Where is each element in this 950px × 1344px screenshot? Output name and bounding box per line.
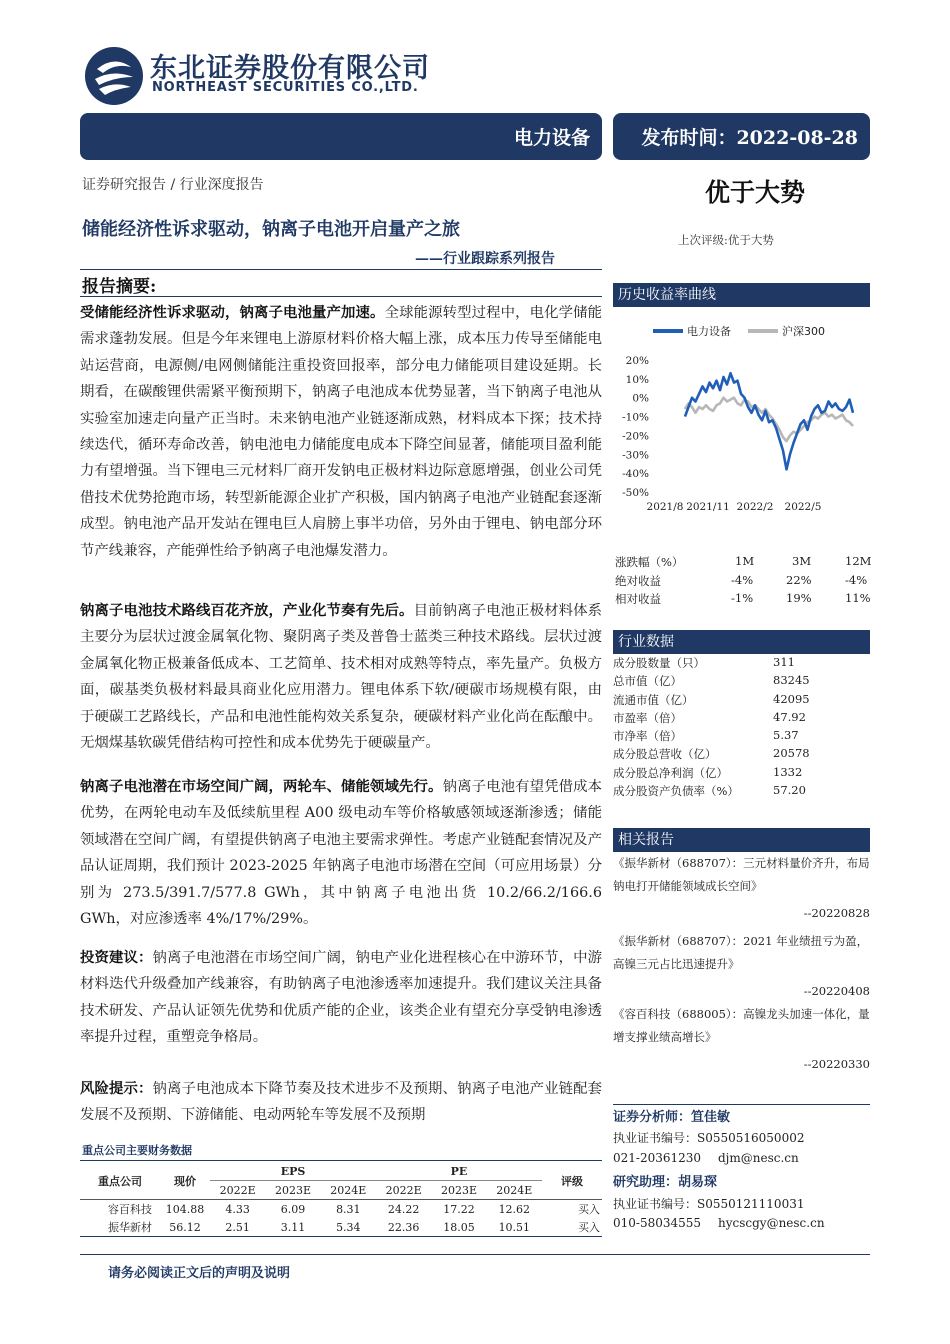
paragraph-text: 钠离子电池有望凭借成本优势，在两轮电动车及低续航里程 A00 级电动车等价格敏感领域逐渐渗透；储能领域潜在空间广阔，有望提供钠离子电池主要需求弹性。考虑产业链配套情况及产品认证周期，我们预计 2023-2025 年钠离子电池市场潜在空间（可应用场景）分别为 273.5/391.7/577.8 GWh，其中钠离子电池出货 10.2/66.2/166.6 GWh，对应渗透率 4%/17%/29%。: [80, 779, 602, 928]
returns-row-label: 绝对收益: [615, 574, 661, 588]
returns-header-12m: 12M: [845, 554, 872, 568]
y-tick-label: -40%: [622, 468, 649, 481]
company-name-cn: 东北证券股份有限公司: [150, 53, 430, 84]
x-tick-label: 2022/5: [784, 501, 822, 513]
fin-cell: 24.22: [387, 1202, 420, 1216]
returns-cell: 11%: [845, 591, 871, 605]
date-banner: [613, 113, 870, 160]
returns-cell: 19%: [786, 591, 812, 605]
industry-label: 流通市值（亿）: [613, 692, 694, 707]
fin-cell: 5.34: [336, 1220, 361, 1234]
returns-header-1m: 1M: [735, 554, 755, 568]
related-report-title[interactable]: 《振华新材（688707）：2021 年业绩扭亏为盈，高镍三元占比迅速提升》: [613, 934, 869, 971]
paragraph-lead: 受储能经济性诉求驱动，钠离子电池量产加速。: [80, 304, 385, 321]
fin-year: 2024E: [496, 1183, 533, 1197]
paragraph-4: [80, 945, 602, 1051]
paragraph-1: [80, 300, 602, 564]
assistant-email[interactable]: hycscgy@nesc.cn: [718, 1216, 825, 1230]
logo-icon: [85, 47, 143, 105]
fin-year: 2023E: [440, 1183, 477, 1197]
paragraph-2: [80, 598, 602, 756]
report-subtitle: ——行业跟踪系列报告: [415, 251, 555, 267]
assistant-cert: 执业证书编号：S0550121110031: [613, 1197, 805, 1211]
related-report-title[interactable]: 《振华新材（688707）：三元材料量价齐升，布局钠电打开储能领域成长空间》: [613, 856, 870, 893]
fin-cell: 18.05: [443, 1220, 475, 1234]
fin-cell: 56.12: [169, 1220, 201, 1234]
industry-value: 47.92: [773, 709, 806, 724]
industry-box-title: 行业数据: [613, 630, 870, 654]
x-tick-label: 2021/8: [646, 501, 684, 513]
industry-label: 电力设备: [513, 127, 590, 149]
fin-col-pe: PE: [376, 1162, 542, 1181]
industry-data-list: [613, 655, 870, 801]
paragraph-text: 钠离子电池成本下降节奏及技术进步不及预期、钠离子电池产业链配套发展不及预期、下游储能、电动两轮车等发展不及预期: [80, 1081, 602, 1124]
returns-header-label: 涨跌幅（%）: [615, 555, 684, 569]
fin-cell: 4.33: [225, 1202, 250, 1216]
fin-cell: 10.51: [498, 1220, 531, 1234]
fin-cell: 振华新材: [108, 1221, 152, 1234]
related-report-title[interactable]: 《容百科技（688005）：高镍龙头加速一体化，量增支撑业绩高增长》: [613, 1007, 870, 1044]
footer-disclaimer: 请务必阅读正文后的声明及说明: [108, 1266, 291, 1281]
fin-cell: 8.31: [336, 1202, 361, 1216]
fin-cell: 12.62: [498, 1202, 531, 1216]
industry-value: 83245: [773, 673, 810, 688]
footer-rule: [80, 1254, 870, 1255]
x-tick-label: 2021/11: [686, 501, 730, 513]
chart-box-title: 历史收益率曲线: [613, 283, 870, 307]
analyst-email[interactable]: djm@nesc.cn: [718, 1151, 799, 1165]
y-tick-label: 20%: [625, 355, 649, 367]
fin-table-title: 重点公司主要财务数据: [82, 1144, 192, 1157]
fin-table-top-rule: [80, 1160, 602, 1161]
paragraph-text: 钠离子电池潜在市场空间广阔，钠电产业化进程核心在中游环节，中游材料迭代升级叠加产线兼容，有助钠离子电池渗透率加速提升。我们建议关注具备技术研发、产品认证领先优势和优质产能的企业，该类企业有望充分享受钠电渗透率提升过程，重塑竞争格局。: [80, 950, 602, 1046]
industry-row: [613, 783, 870, 801]
y-tick-label: -10%: [622, 411, 649, 424]
industry-value: 57.20: [773, 783, 806, 798]
fin-col-price: 现价: [174, 1174, 196, 1188]
paragraph-text: 目前钠离子电池正极材料体系主要分为层状过渡金属氧化物、聚阴离子类及普鲁士蓝类三种技术路线。层状过渡金属氧化物正极兼备低成本、工艺简单、技术相对成熟等特点，率先量产。负极方面，碳基类负极材料最具商业化应用潜力。锂电体系下软/硬碳市场规模有限，由于硬碳工艺路线长，产品和电池性能构效关系复杂，硬碳材料产业化尚在酝酿中。无烟煤基软碳凭借结构可控性和成本优势先于硬碳量产。: [80, 603, 602, 752]
fin-cell: 3.11: [280, 1220, 306, 1234]
fin-row: [80, 1200, 602, 1219]
assistant-name: 研究助理：胡易琛: [613, 1175, 718, 1190]
paragraph-lead: 投资建议：: [80, 949, 153, 966]
fin-row: [80, 1218, 602, 1237]
y-tick-label: 0%: [632, 392, 649, 405]
fin-cell: 2.51: [225, 1220, 250, 1234]
company-logo: [85, 47, 143, 105]
analyst-cert: 执业证书编号：S0550516050002: [613, 1131, 805, 1145]
summary-divider: [80, 296, 602, 297]
fin-cell: 104.88: [165, 1202, 205, 1216]
y-tick-label: -50%: [622, 487, 649, 499]
industry-row: [613, 710, 870, 728]
related-report-2[interactable]: [613, 930, 870, 1003]
report-title: 储能经济性诉求驱动，钠离子电池开启量产之旅: [82, 219, 460, 240]
related-report-3[interactable]: [613, 1003, 870, 1076]
fin-year: 2022E: [219, 1183, 256, 1197]
returns-cell: -4%: [845, 573, 868, 587]
industry-label: 成分股总净利润（亿）: [613, 765, 728, 780]
y-tick-label: -20%: [622, 430, 649, 443]
analyst-name: 证券分析师：笪佳敏: [613, 1110, 731, 1125]
industry-value: 311: [773, 655, 795, 669]
industry-banner: [80, 113, 602, 160]
industry-label: 总市值（亿）: [613, 674, 682, 689]
related-report-date: --20220330: [803, 1057, 870, 1071]
fin-col-rating: 评级: [561, 1174, 583, 1188]
y-tick-label: 10%: [625, 373, 649, 386]
industry-label: 成分股资产负债率（%）: [613, 784, 739, 799]
industry-label: 成分股总营收（亿）: [613, 747, 717, 762]
related-report-date: --20220828: [803, 906, 870, 920]
industry-row: [613, 746, 870, 764]
rating: 优于大势: [705, 178, 806, 207]
legend-label: 电力设备: [687, 325, 731, 338]
return-chart: [613, 312, 870, 540]
fin-year: 2023E: [274, 1183, 311, 1197]
paragraph-5: [80, 1076, 602, 1129]
fin-col-eps: EPS: [210, 1162, 376, 1181]
company-name-en: NORTHEAST SECURITIES CO.,LTD.: [152, 80, 419, 95]
related-report-1[interactable]: [613, 852, 870, 925]
industry-row: [613, 692, 870, 710]
paragraph-lead: 钠离子电池潜在市场空间广阔，两轮车、储能领域先行。: [80, 778, 443, 795]
returns-header-3m: 3M: [792, 554, 812, 568]
returns-row-label: 相对收益: [615, 592, 661, 606]
fin-cell: 22.36: [387, 1220, 420, 1234]
y-tick-label: -30%: [622, 449, 649, 462]
previous-rating: 上次评级:优于大势: [678, 233, 774, 247]
fin-cell: 买入: [578, 1203, 600, 1216]
returns-cell: 22%: [786, 573, 812, 587]
industry-value: 20578: [773, 746, 810, 761]
summary-heading: 报告摘要:: [82, 277, 157, 297]
paragraph-3: [80, 774, 602, 932]
assistant-phone: 010-58034555: [613, 1216, 702, 1230]
industry-label: 成分股数量（只）: [613, 656, 705, 670]
legend-label: 沪深300: [782, 325, 825, 338]
analyst-divider: [613, 1104, 870, 1105]
industry-label: 市盈率（倍）: [613, 710, 682, 725]
publish-date: 发布时间：2022-08-28: [641, 127, 858, 149]
title-divider: [80, 269, 602, 270]
series-line: [685, 373, 853, 469]
fin-year: 2024E: [330, 1183, 367, 1197]
fin-cell: 6.09: [280, 1202, 306, 1216]
analyst-phone: 021-20361230: [613, 1151, 702, 1165]
industry-row: [613, 655, 870, 673]
related-report-date: --20220408: [803, 984, 870, 998]
paragraph-lead: 钠离子电池技术路线百花齐放，产业化节奏有先后。: [80, 602, 414, 619]
industry-row: [613, 765, 870, 783]
returns-cell: -1%: [731, 591, 754, 605]
industry-row: [613, 728, 870, 746]
related-box-title: 相关报告: [613, 828, 870, 852]
fin-table: [80, 1162, 602, 1237]
fin-col-company: 重点公司: [98, 1174, 142, 1188]
breadcrumb: 证券研究报告 / 行业深度报告: [82, 177, 264, 193]
industry-label: 市净率（倍）: [613, 729, 682, 744]
returns-cell: -4%: [731, 573, 754, 587]
fin-cell: 17.22: [443, 1202, 475, 1216]
x-tick-label: 2022/2: [736, 501, 774, 513]
fin-cell: 买入: [578, 1221, 600, 1234]
industry-row: [613, 673, 870, 691]
industry-value: 5.37: [773, 728, 799, 743]
paragraph-lead: 风险提示：: [80, 1080, 153, 1097]
fin-cell: 容百科技: [108, 1203, 152, 1216]
fin-year: 2022E: [385, 1183, 422, 1197]
paragraph-text: 全球能源转型过程中，电化学储能需求蓬勃发展。但是今年来锂电上游原材料价格大幅上涨，成本压力传导至储能电站运营商，电源侧/电网侧储能注重投资回报率，部分电力储能项目建设延期。长期看，在碳酸锂供需紧平衡预期下，钠离子电池成本优势显著，当下钠离子电池从实验室加速走向量产正当时。未来钠电池产业链逐渐成熟，材料成本下探；技术持续迭代，循环寿命改善，钠电池电力储能度电成本下降空间显著，储能项目盈利能力有望增强。当下锂电三元材料厂商开发钠电正极材料边际意愿增强，创业公司凭借技术优势抢跑市场，转型新能源企业扩产积极，国内钠离子电池产业链配套逐渐成型。钠电池产品开发站在锂电巨人肩膀上事半功倍，另外由于锂电、钠电部分环节产线兼容，产能弹性给予钠离子电池爆发潜力。: [80, 305, 602, 559]
industry-value: 42095: [773, 691, 810, 706]
industry-value: 1332: [773, 764, 803, 779]
